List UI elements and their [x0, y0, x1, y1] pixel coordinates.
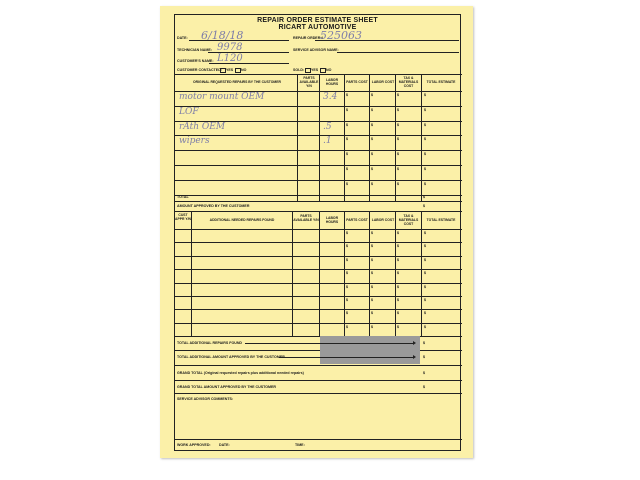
t1-dollar: $	[371, 181, 373, 186]
t1-dollar: $	[346, 122, 348, 127]
t1-repair-text: wipers	[179, 136, 210, 147]
t1-total-label: TOTAL	[177, 195, 189, 199]
contacted-yes-label: YES	[226, 68, 234, 72]
t2-dollar: $	[371, 311, 373, 316]
comments-label: SERVICE ADVISOR COMMENTS:	[177, 397, 234, 401]
form-title: REPAIR ORDER ESTIMATE SHEET	[257, 17, 378, 24]
t1-dollar: $	[371, 167, 373, 171]
t2-dollar: $	[424, 311, 426, 316]
t2-dollar: $	[371, 284, 373, 289]
t1-dollar: $	[424, 107, 426, 112]
t1-dollar: $	[424, 152, 426, 157]
t2-dollar: $	[346, 244, 348, 249]
sold-no-label: NO	[326, 68, 332, 72]
t2-header-labor-hours: LABOR HOURS	[325, 216, 339, 224]
t2-header-labor-cost: LABOR COST	[371, 218, 395, 222]
t1-dollar: $	[424, 137, 426, 142]
t2-dollar: $	[397, 298, 399, 302]
technician-label: TECHNICIAN NAME:	[177, 48, 212, 52]
t1-repair-text: motor mount OEM	[179, 92, 265, 102]
t1-dollar: $	[397, 107, 399, 112]
t1-header-tax: TAX & MATERIALS COST	[398, 76, 419, 88]
sold-yes-label: YES	[311, 68, 319, 72]
t2-header-total: TOTAL ESTIMATE	[426, 218, 456, 222]
t2-dollar: $	[397, 244, 399, 249]
t2-dollar: $	[424, 271, 426, 276]
t1-dollar: $	[397, 137, 399, 142]
date-label: DATE:	[177, 36, 188, 40]
t1-dollar: $	[424, 181, 426, 186]
t2-dollar: $	[424, 298, 426, 302]
t1-dollar: $	[346, 152, 348, 157]
date-value: 6/18/18	[201, 29, 244, 42]
t2-dollar: $	[371, 298, 373, 302]
technician-value: 9978	[217, 42, 243, 53]
customer-value: L120	[217, 53, 243, 64]
t1-labor-hours: .5	[323, 121, 332, 132]
t1-header-parts-cost: PARTS COST	[346, 80, 368, 84]
t1-header-repairs: ORIGINAL REQUESTED REPAIRS BY THE CUSTOMER	[193, 80, 281, 84]
t1-dollar: $	[346, 93, 348, 97]
t1-dollar: $	[371, 93, 373, 97]
grand-total-approved-label: GRAND TOTAL AMOUNT APPROVED BY THE CUSTOMER	[177, 385, 277, 389]
footer-time-label: TIME:	[295, 443, 305, 447]
t1-header-labor-hours: LABOR HOURS	[325, 78, 339, 86]
company-name: RICART AUTOMOTIVE	[278, 24, 357, 31]
grand-total-dollar: $	[423, 371, 425, 375]
form-frame	[174, 14, 461, 451]
t2-dollar: $	[346, 284, 348, 289]
sold-label: SOLD:	[293, 68, 305, 72]
t1-dollar: $	[397, 152, 399, 157]
t1-dollar: $	[371, 152, 373, 157]
t1-header-labor-cost: LABOR COST	[371, 80, 395, 84]
t2-dollar: $	[346, 271, 348, 276]
t1-dollar: $	[371, 137, 373, 142]
t2-dollar: $	[397, 284, 399, 289]
t1-dollar: $	[424, 167, 426, 171]
t1-dollar: $	[346, 167, 348, 171]
t1-approved-label: AMOUNT APPROVED BY THE CUSTOMER	[177, 204, 250, 208]
t1-header-total: TOTAL ESTIMATE	[426, 80, 456, 84]
t2-dollar: $	[371, 324, 373, 329]
t2-dollar: $	[346, 324, 348, 329]
t2-dollar: $	[346, 298, 348, 302]
t1-labor-hours: .1	[323, 136, 332, 147]
service-advisor-label: SERVICE ADVISOR NAME:	[293, 48, 339, 52]
t2-dollar: $	[424, 231, 426, 235]
t2-dollar: $	[424, 324, 426, 329]
t1-dollar: $	[397, 167, 399, 171]
t2-dollar: $	[371, 271, 373, 276]
t2-header-repairs: ADDITIONAL NEEDED REPAIRS FOUND	[209, 218, 275, 222]
t2-total-additional-label: TOTAL ADDITIONAL REPAIRS FOUND	[177, 341, 243, 345]
t2-dollar: $	[397, 257, 399, 262]
t2-dollar: $	[397, 324, 399, 329]
grand-total-label: GRAND TOTAL (Original requested repairs plus additional needed repairs)	[177, 371, 304, 375]
t1-dollar: $	[346, 137, 348, 142]
t1-dollar: $	[371, 122, 373, 127]
t2-dollar: $	[346, 311, 348, 316]
t1-repair-text: rAth OEM	[179, 121, 226, 132]
t1-dollar: $	[424, 122, 426, 127]
t1-dollar: $	[397, 93, 399, 97]
t2-dollar: $	[424, 284, 426, 289]
repair-order-label: REPAIR ORDER #	[293, 36, 324, 40]
t2-header-parts-available: PARTS AVAILABLE Y/N	[293, 214, 319, 222]
t2-header-tax: TAX & MATERIALS COST	[398, 214, 419, 226]
t1-dollar: $	[346, 107, 348, 112]
t1-dollar: $	[371, 107, 373, 112]
t2-dollar: $	[371, 231, 373, 235]
estimate-sheet	[160, 6, 473, 458]
t2-dollar: $	[346, 257, 348, 262]
t1-dollar: $	[397, 181, 399, 186]
t2-dollar: $	[371, 257, 373, 262]
contacted-label: CUSTOMER CONTACTED:	[177, 68, 222, 72]
t1-repair-text: LOF	[179, 106, 199, 117]
t2-dollar: $	[424, 257, 426, 262]
t2-dollar: $	[371, 244, 373, 249]
t2-approved-additional-dollar: $	[423, 355, 425, 359]
t2-total-additional-dollar: $	[423, 341, 425, 345]
t2-header-cust-appr: CUST APPR Y/N	[175, 213, 191, 221]
t2-approved-additional-label: TOTAL ADDITIONAL AMOUNT APPROVED BY THE CUSTOMER	[177, 355, 285, 359]
t2-dollar: $	[424, 244, 426, 249]
t2-header-parts-cost: PARTS COST	[346, 218, 368, 222]
grand-total-approved-dollar: $	[423, 385, 425, 389]
repair-order-value: 525063	[320, 29, 362, 42]
t1-approved-dollar: $	[423, 204, 425, 208]
t1-total-dollar: $	[423, 195, 425, 199]
t1-labor-hours: 3.4	[323, 92, 338, 102]
t1-dollar: $	[424, 93, 426, 97]
t1-dollar: $	[346, 181, 348, 186]
t2-dollar: $	[397, 311, 399, 316]
t1-dollar: $	[397, 122, 399, 127]
t1-header-parts-available: PARTS AVAILABLE Y/N	[299, 76, 319, 88]
contacted-no-label: NO	[241, 68, 247, 72]
work-approved-label: WORK APPROVED:	[177, 443, 211, 447]
t2-dollar: $	[397, 231, 399, 235]
footer-date-label: DATE:	[219, 443, 230, 447]
t2-dollar: $	[397, 271, 399, 276]
customer-label: CUSTOMER'S NAME:	[177, 59, 214, 63]
t2-dollar: $	[346, 231, 348, 235]
